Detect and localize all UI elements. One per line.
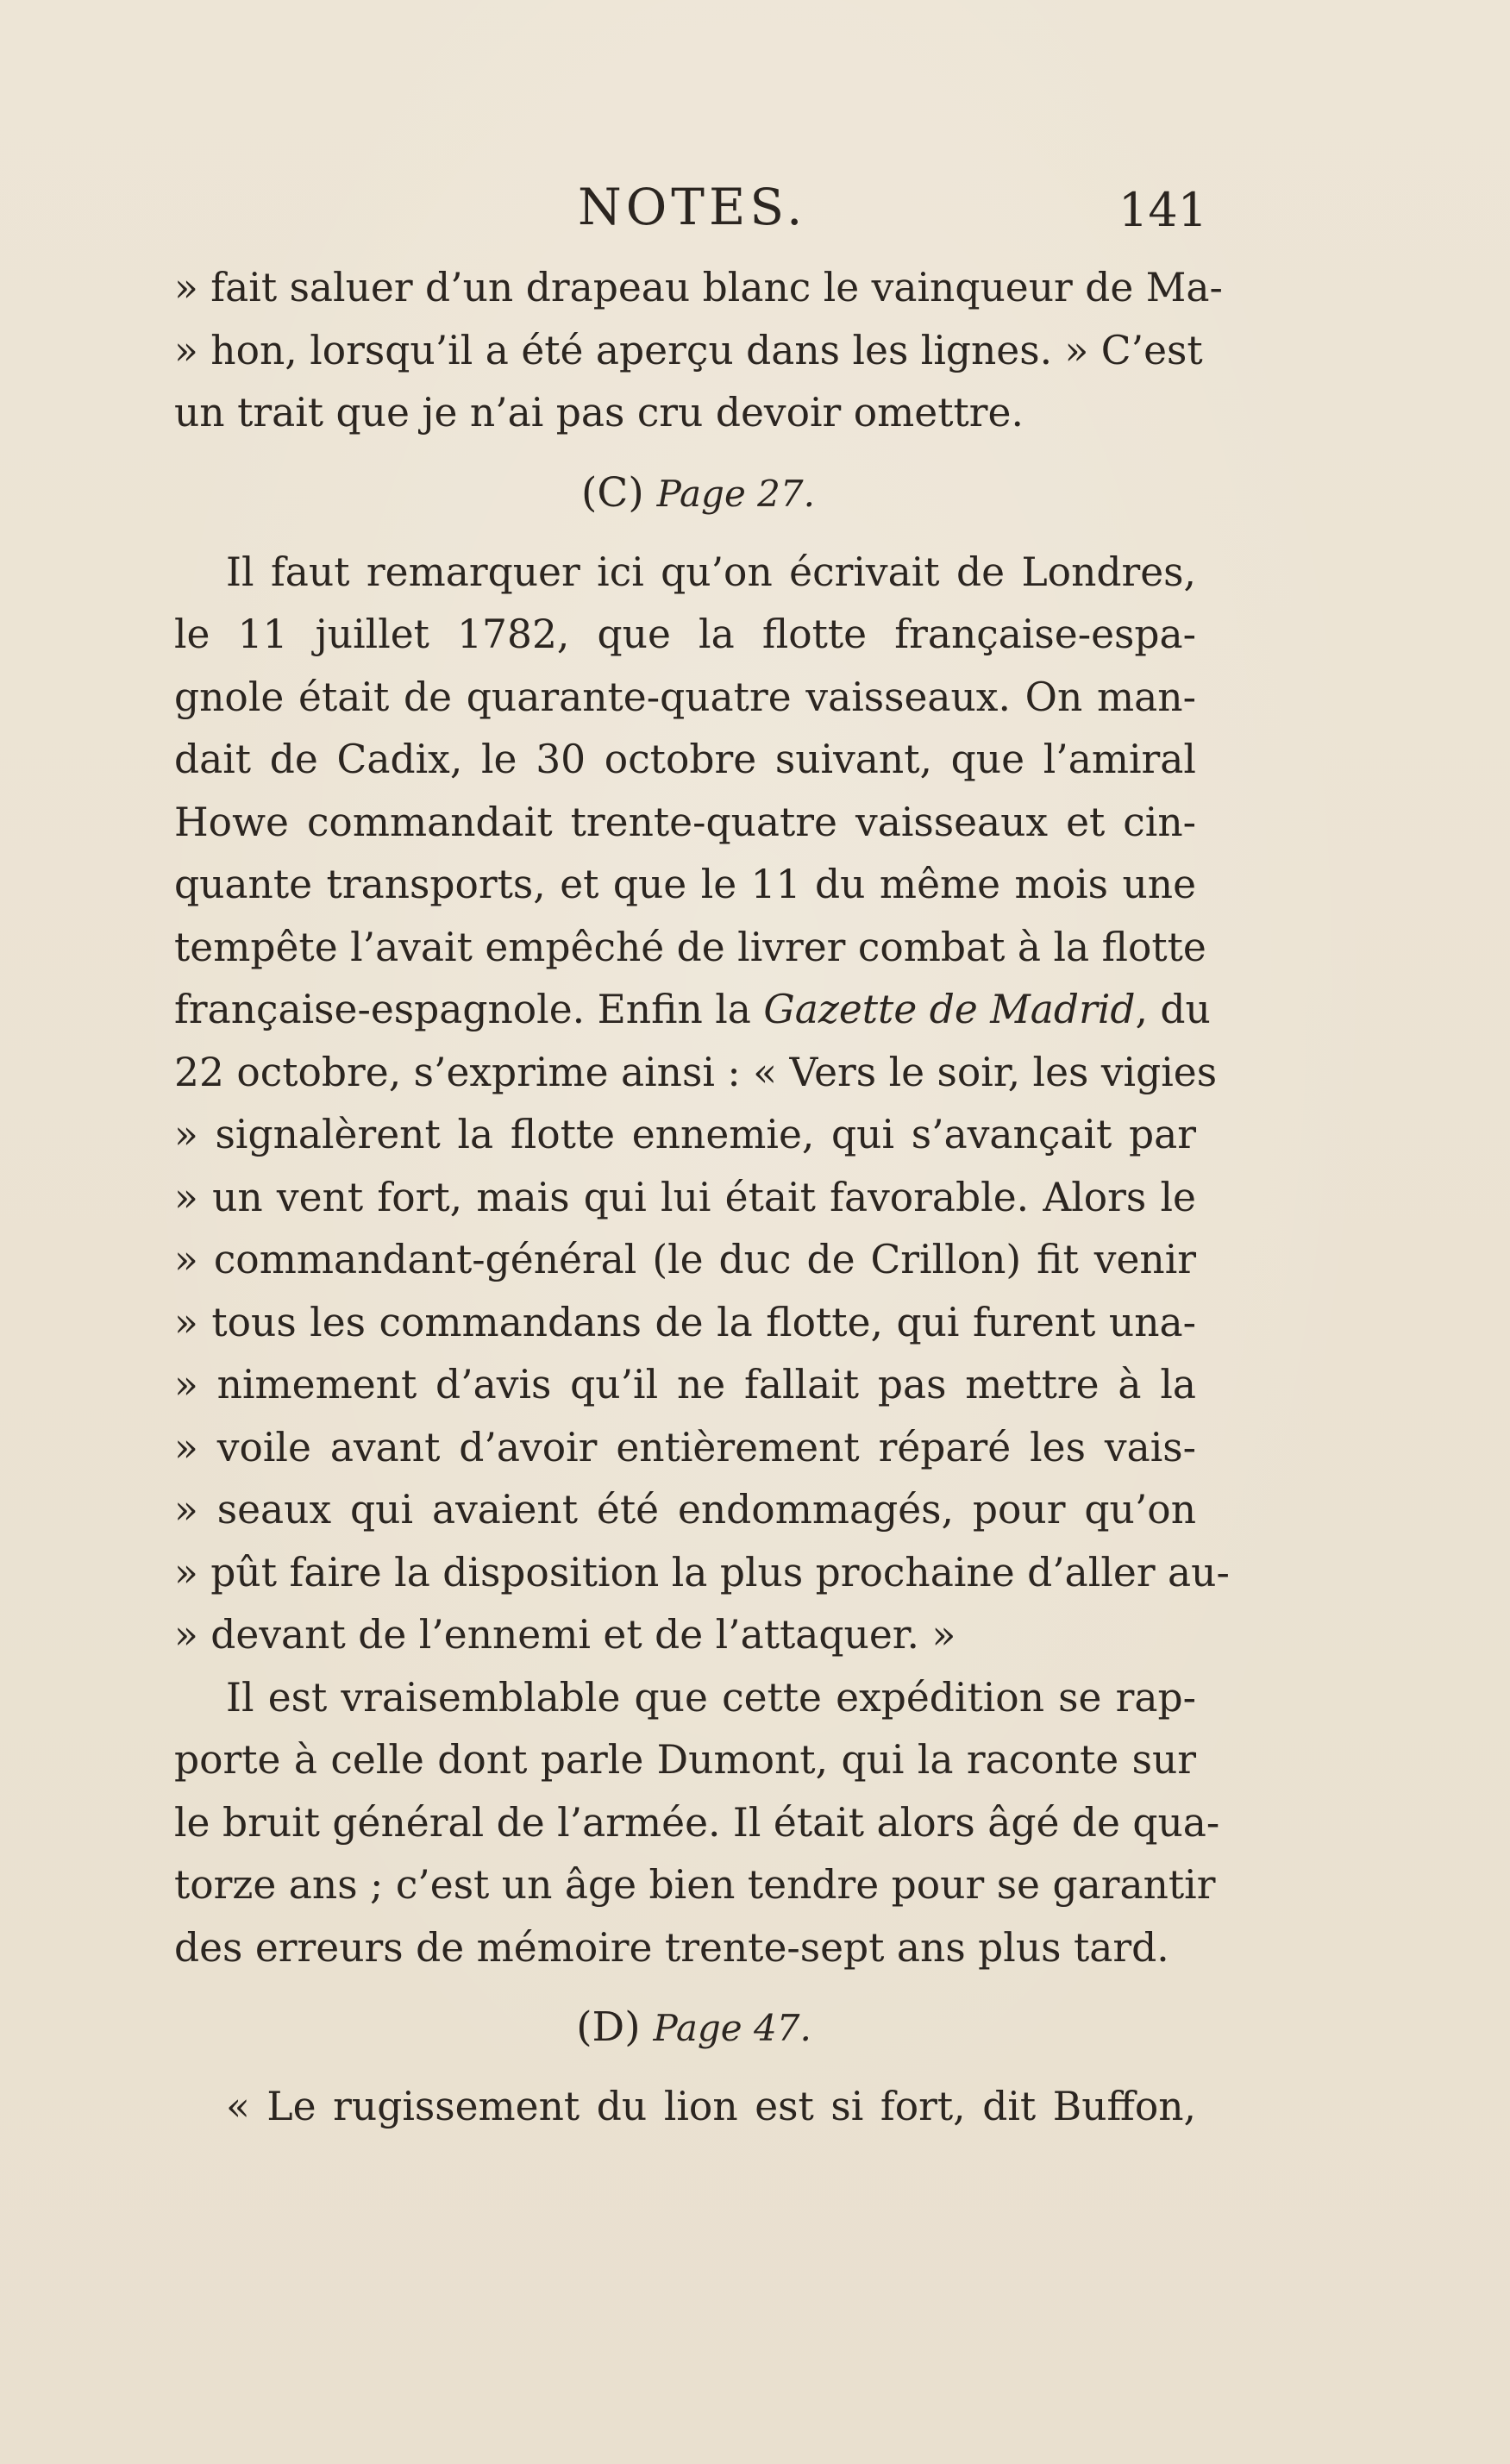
text-line: » voile avant d’avoir entièrement réparé les vais-: [174, 1424, 1196, 1470]
text-line: » tous les commandans de la flotte, qui furent una-: [174, 1299, 1196, 1345]
text-line: » un vent fort, mais qui lui était favorable. Alors le: [174, 1174, 1196, 1220]
text-line: » commandant-général (le duc de Crillon) fit venir: [174, 1237, 1196, 1282]
text-line: » hon, lorsqu’il a été aperçu dans les lignes. » C’est: [174, 327, 1203, 373]
text-line: tempête l’avait empêché de livrer combat à la flotte: [174, 924, 1206, 970]
text-line: Il faut remarquer ici qu’on écrivait de Londres,: [226, 549, 1196, 595]
text-line: le bruit général de l’armée. Il était alors âgé de qua-: [174, 1799, 1220, 1846]
text-line: Howe commandait trente-quatre vaisseaux et cin-: [174, 799, 1196, 845]
text-line: Il est vraisemblable que cette expédition se rap-: [226, 1674, 1196, 1721]
text-line: [174, 979, 1211, 1042]
text-line: gnole était de quarante-quatre vaisseaux. On man-: [174, 674, 1196, 720]
text-line: le 11 juillet 1782, que la flotte française-espa-: [174, 611, 1196, 657]
running-title: NOTES.: [578, 178, 807, 236]
text-line: un trait que je n’ai pas cru devoir omettre.: [174, 390, 1024, 436]
text-line: porte à celle dont parle Dumont, qui la raconte sur: [174, 1737, 1196, 1783]
text-line: torze ans ; c’est un âge bien tendre pour se garantir: [174, 1862, 1216, 1908]
note-label: (C): [581, 468, 644, 517]
periodical-title: Gazette de Madrid: [763, 987, 1136, 1032]
text-line: des erreurs de mémoire trente-sept ans plus tard.: [174, 1924, 1169, 1971]
text-line: » nimement d’avis qu’il ne fallait pas mettre à la: [174, 1362, 1196, 1408]
page-header: [0, 177, 1510, 237]
note-label: (D): [576, 2003, 641, 2051]
text-line: 22 octobre, s’exprime ainsi : « Vers le soir, les vigies: [174, 1049, 1218, 1095]
note-heading-d: [174, 1979, 1196, 2076]
text-segment: française-espagnole. Enfin la: [174, 987, 764, 1032]
text-line: « Le rugissement du lion est si fort, dit Buffon,: [226, 2084, 1196, 2129]
page-number: 141: [1118, 183, 1208, 237]
text-line: » fait saluer d’un drapeau blanc le vainqueur de Ma-: [174, 265, 1223, 310]
body-text: [174, 257, 1230, 2139]
text-line: quante transports, et que le 11 du même mois une: [174, 862, 1196, 907]
note-heading-c: [174, 445, 1196, 542]
text-segment: , du: [1135, 987, 1211, 1032]
note-page-reference: Page 27.: [656, 472, 815, 515]
text-line: » signalèrent la flotte ennemie, qui s’avançait par: [174, 1112, 1196, 1157]
text-line: » seaux qui avaient été endommagés, pour qu’on: [174, 1487, 1196, 1533]
note-page-reference: Page 47.: [653, 2007, 811, 2049]
text-line: » devant de l’ennemi et de l’attaquer. »: [174, 1612, 956, 1658]
text-line: dait de Cadix, le 30 octobre suivant, que l’amiral: [174, 737, 1196, 782]
text-line: » pût faire la disposition la plus prochaine d’aller au-: [174, 1549, 1230, 1596]
